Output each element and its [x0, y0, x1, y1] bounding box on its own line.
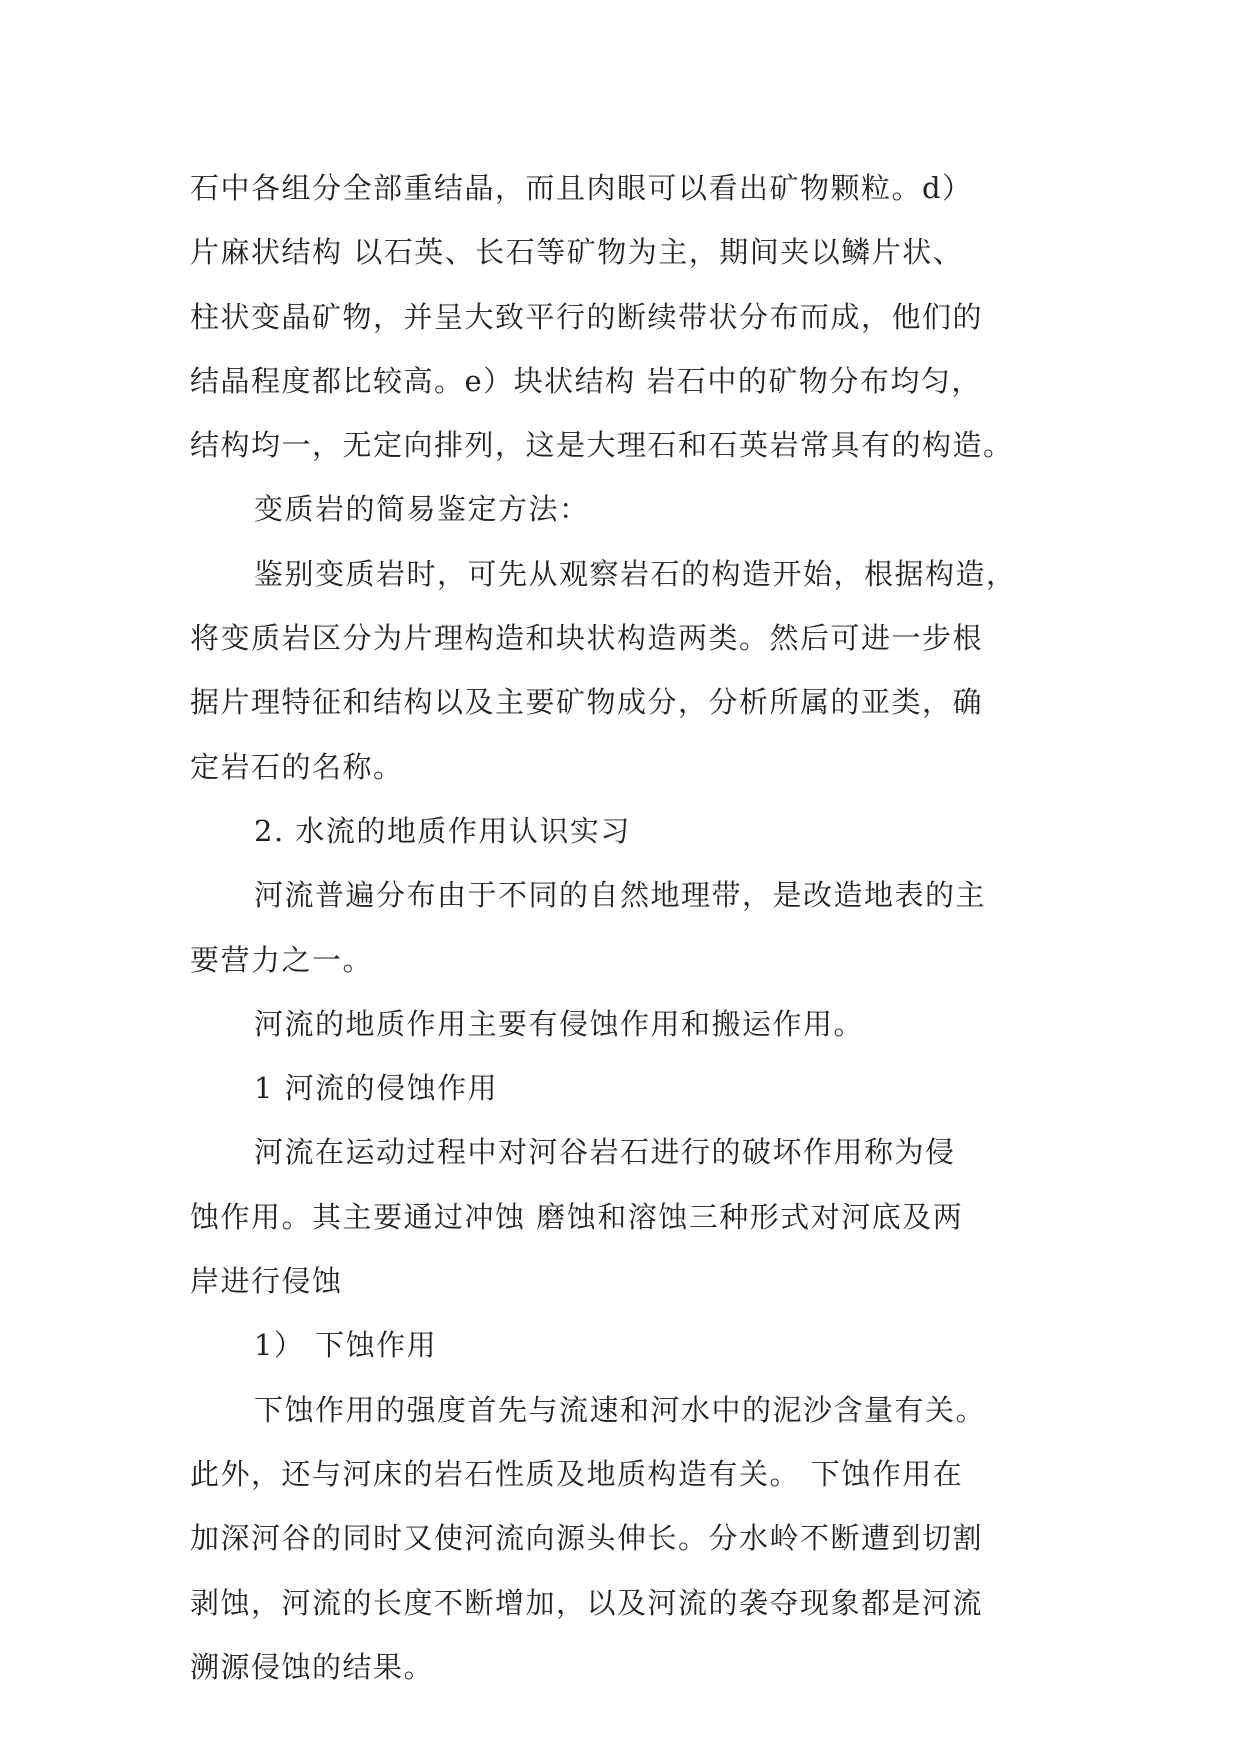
- text-line-6: 变质岩的简易鉴定方法：: [254, 492, 590, 527]
- text-line-23: 剥蚀，河流的长度不断增加，以及河流的袭夺现象都是河流: [190, 1585, 984, 1620]
- text-line-3: 柱状变晶矿物，并呈大致平行的断续带状分布而成，他们的: [190, 299, 984, 334]
- subsection-heading-1: 1 河流的侵蚀作用: [254, 1071, 499, 1106]
- text-line-21: 此外，还与河床的岩石性质及地质构造有关。 下蚀作用在: [190, 1456, 964, 1491]
- text-line-13: 要营力之一。: [190, 942, 374, 977]
- text-line-18: 岸进行侵蚀: [190, 1264, 343, 1299]
- text-line-12: 河流普遍分布由于不同的自然地理带，是改造地表的主: [254, 878, 987, 913]
- text-line-24: 溯源侵蚀的结果。: [190, 1649, 435, 1684]
- text-line-14: 河流的地质作用主要有侵蚀作用和搬运作用。: [254, 1006, 865, 1041]
- body-text: [190, 156, 1060, 1699]
- text-line-8: 将变质岩区分为片理构造和块状构造两类。然后可进一步根: [190, 621, 984, 656]
- text-line-4: 结晶程度都比较高。e）块状结构 岩石中的矿物分布均匀，: [190, 363, 982, 398]
- list-heading-1: 1） 下蚀作用: [254, 1328, 438, 1363]
- text-line-9: 据片理特征和结构以及主要矿物成分，分析所属的亚类，确: [190, 685, 984, 720]
- text-line-10: 定岩石的名称。: [190, 749, 404, 784]
- text-line-16: 河流在运动过程中对河谷岩石进行的破坏作用称为侵: [254, 1135, 956, 1170]
- text-line-7: 鉴别变质岩时，可先从观察岩石的构造开始，根据构造，: [254, 556, 1017, 591]
- text-line-22: 加深河谷的同时又使河流向源头伸长。分水岭不断遭到切割: [190, 1521, 984, 1556]
- text-line-1: 石中各组分全部重结晶，而且肉眼可以看出矿物颗粒。d）: [190, 171, 973, 205]
- text-line-2: 片麻状结构 以石英、长石等矿物为主，期间夹以鳞片状、: [190, 235, 964, 270]
- text-line-20: 下蚀作用的强度首先与流速和河水中的泥沙含量有关。: [254, 1392, 987, 1427]
- text-line-17: 蚀作用。其主要通过冲蚀 磨蚀和溶蚀三种形式对河底及两: [190, 1199, 964, 1234]
- text-line-5: 结构均一，无定向排列，这是大理石和石英岩常具有的构造。: [190, 428, 1014, 463]
- section-heading-2: 2. 水流的地质作用认识实习: [254, 813, 631, 848]
